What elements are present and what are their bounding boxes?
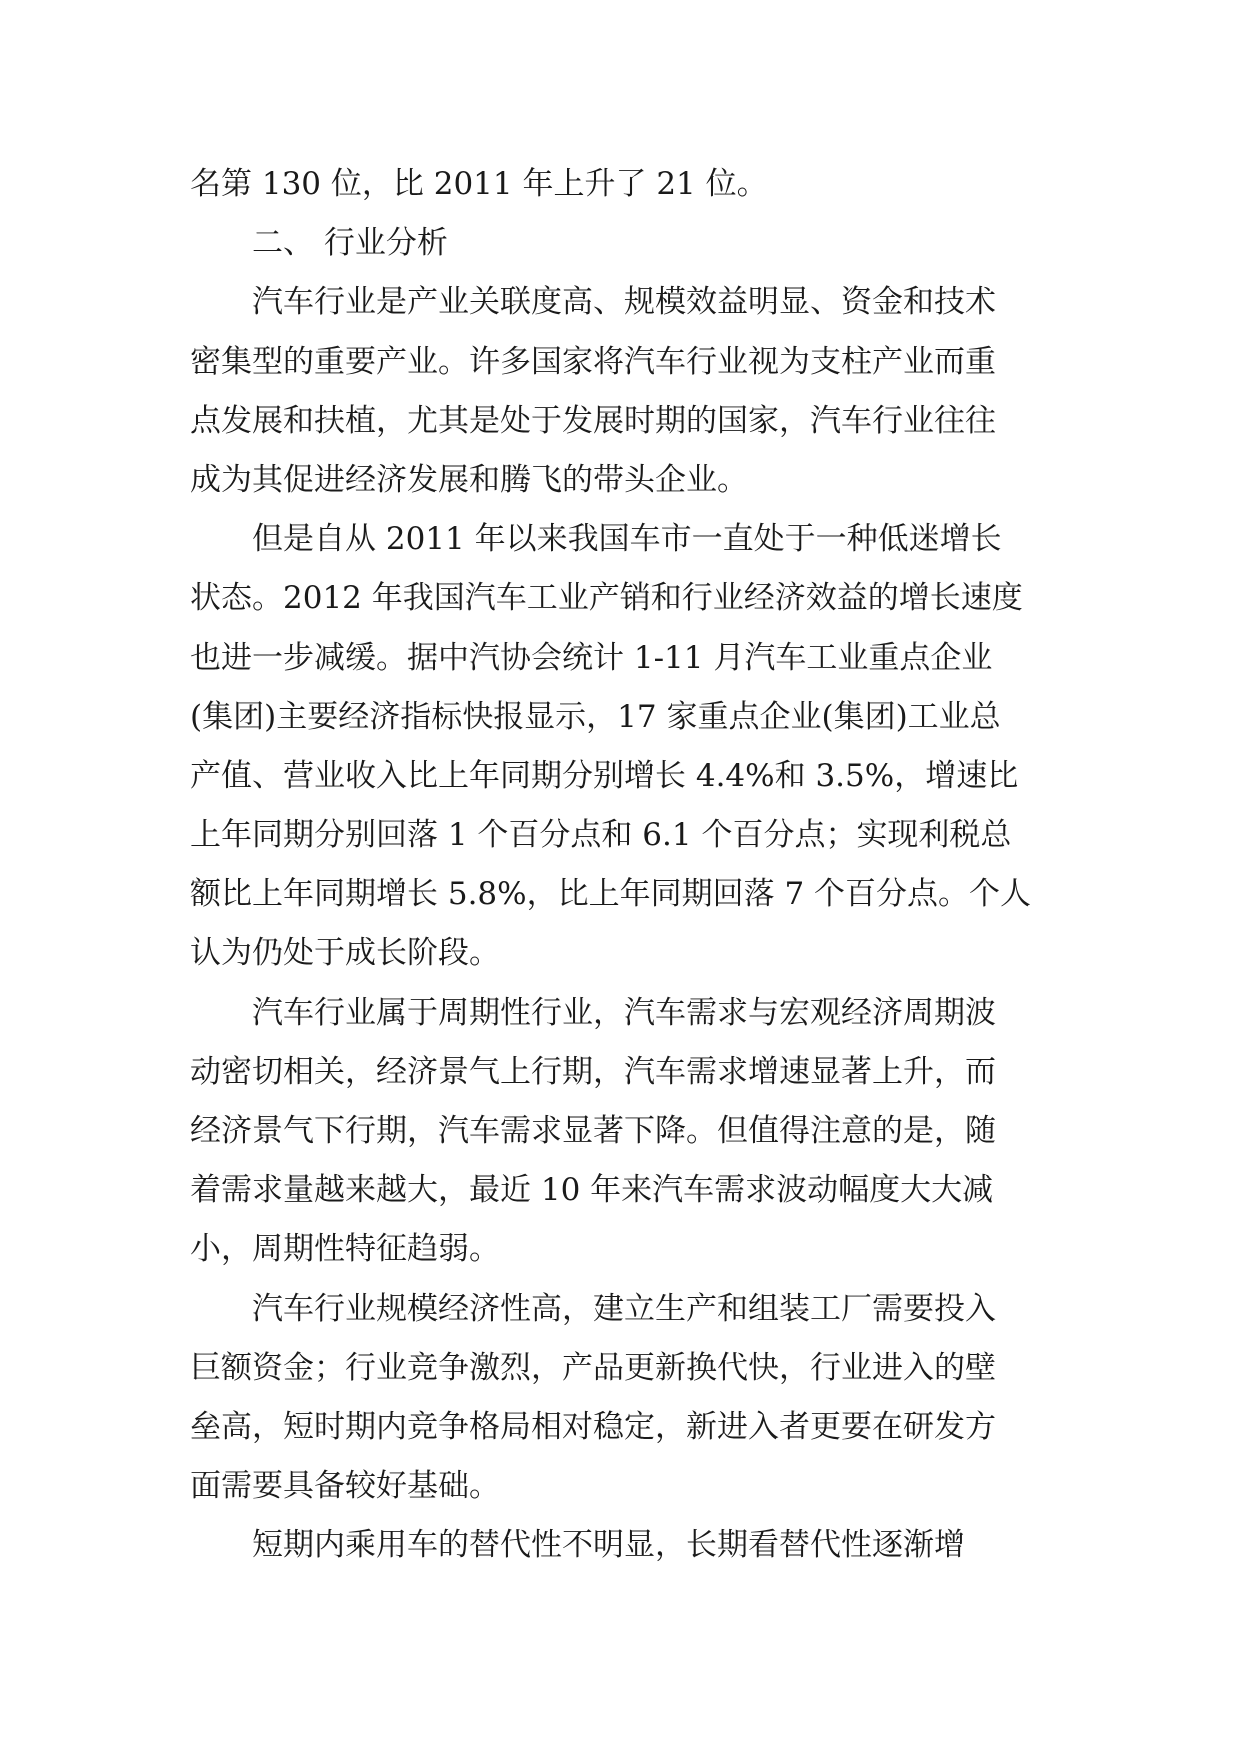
text-line: 汽车行业是产业关联度高、规模效益明显、资金和技术: [252, 284, 996, 321]
text-line: 垒高，短时期内竞争格局相对稳定，新进入者更要在研发方: [190, 1408, 996, 1445]
text-line: 产值、营业收入比上年同期分别增长 4.4%和 3.5%，增速比: [190, 757, 1019, 794]
text-line: 经济景气下行期，汽车需求显著下降。但值得注意的是，随: [190, 1113, 996, 1149]
text-line: 面需要具备较好基础。: [190, 1468, 500, 1505]
text-line: 认为仍处于成长阶段。: [190, 935, 500, 972]
section-heading: 二、 行业分析: [252, 225, 448, 262]
text-line: 着需求量越来越大，最近 10 年来汽车需求波动幅度大大减: [190, 1172, 994, 1209]
text-line: 上年同期分别回落 1 个百分点和 6.1 个百分点；实现利税总: [190, 817, 1012, 854]
text-line: 小，周期性特征趋弱。: [190, 1231, 500, 1268]
text-line: 名第 130 位，比 2011 年上升了 21 位。: [190, 166, 768, 202]
text-line: (集团)主要经济指标快报显示，17 家重点企业(集团)工业总: [190, 698, 1001, 735]
text-line: 密集型的重要产业。许多国家将汽车行业视为支柱产业而重: [190, 343, 996, 380]
document-body: [190, 155, 1050, 1576]
text-line: 汽车行业属于周期性行业，汽车需求与宏观经济周期波: [252, 994, 996, 1031]
text-line: 但是自从 2011 年以来我国车市一直处于一种低迷增长: [252, 521, 1002, 558]
text-line: 点发展和扶植，尤其是处于发展时期的国家，汽车行业往往: [190, 402, 996, 439]
text-line: 巨额资金；行业竞争激烈，产品更新换代快，行业进入的壁: [190, 1349, 996, 1386]
text-line: 汽车行业规模经济性高，建立生产和组装工厂需要投入: [252, 1290, 996, 1327]
text-line: 额比上年同期增长 5.8%，比上年同期回落 7 个百分点。个人: [190, 876, 1032, 913]
text-line: 成为其促进经济发展和腾飞的带头企业。: [190, 461, 748, 498]
text-line: 也进一步减缓。据中汽协会统计 1-11 月汽车工业重点企业: [190, 639, 993, 676]
text-line: 短期内乘用车的替代性不明显，长期看替代性逐渐增: [252, 1527, 965, 1564]
text-line: 动密切相关，经济景气上行期，汽车需求增速显著上升，而: [190, 1053, 996, 1090]
text-line: 状态。2012 年我国汽车工业产销和行业经济效益的增长速度: [190, 580, 1023, 617]
